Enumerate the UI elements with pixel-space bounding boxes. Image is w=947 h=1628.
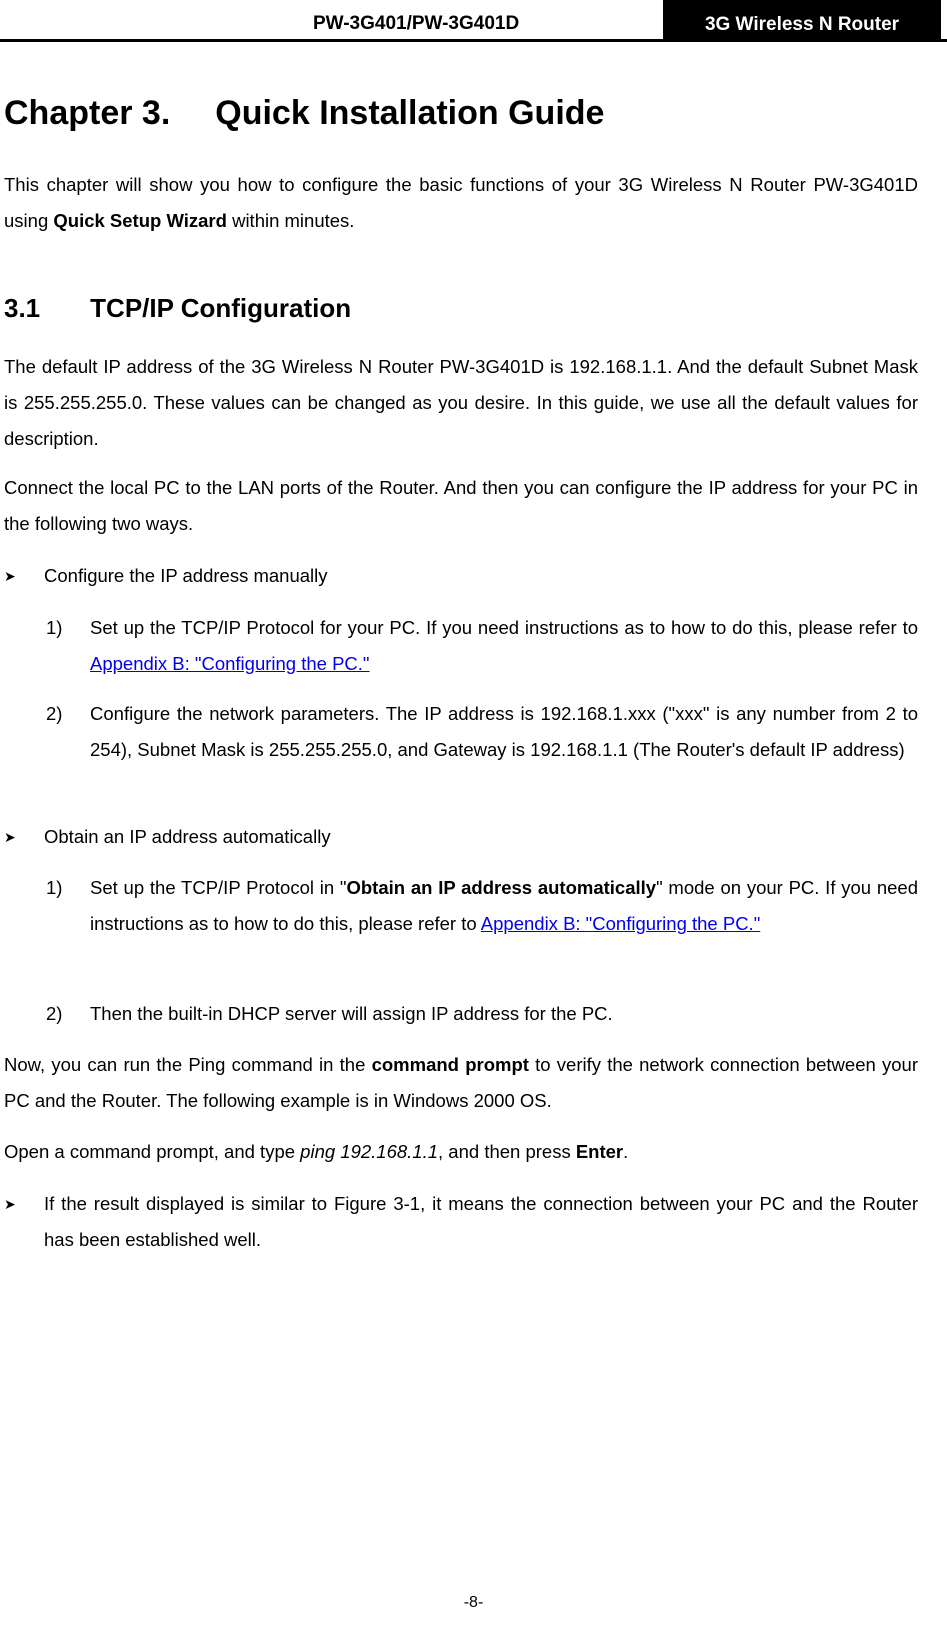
page-number: -8- bbox=[463, 1594, 484, 1611]
section-title bbox=[4, 293, 351, 324]
bullet-auto-text: Obtain an IP address automatically bbox=[44, 826, 331, 847]
intro-text-end: within minutes. bbox=[226, 210, 355, 231]
arrowhead-bullet-icon: ➤ bbox=[4, 1196, 16, 1212]
default-address-paragraph: The default IP address of the 3G Wireless N Router PW-3G401D is 192.168.1.1. And the default Subnet Mask is 255.255.255.0. These values can be changed as you desire. In this guide, we use all the default values for description. bbox=[4, 356, 918, 449]
ping-bold: command prompt bbox=[371, 1054, 529, 1075]
arrowhead-bullet-icon: ➤ bbox=[4, 829, 16, 845]
open-text-end: . bbox=[623, 1141, 629, 1162]
open-text: Open a command prompt, and type bbox=[4, 1141, 301, 1162]
chapter-number: Chapter 3. bbox=[4, 94, 171, 132]
ping-text-end: to verify the network connection between your PC and the Router. The following example is in Windows 2000 OS. bbox=[4, 1054, 918, 1111]
ping-text: Now, you can run the Ping command in the bbox=[4, 1054, 372, 1075]
intro-paragraph bbox=[4, 167, 918, 239]
step-text-body: Set up the TCP/IP Protocol for your PC. If you need instructions as to how to do this, please refer to bbox=[90, 617, 918, 638]
intro-text: This chapter will show you how to configure the basic functions of your 3G Wireless N Router PW-3G401D using bbox=[4, 174, 918, 231]
section-name: TCP/IP Configuration bbox=[90, 293, 352, 323]
step-text bbox=[90, 870, 918, 942]
step-number: 2) bbox=[46, 1003, 63, 1024]
header-product-tab: 3G Wireless N Router bbox=[663, 0, 941, 41]
connect-paragraph: Connect the local PC to the LAN ports of the Router. And then you can configure the IP address for your PC in the following two ways. bbox=[4, 477, 918, 534]
step-text: Configure the network parameters. The IP address is 192.168.1.xxx ("xxx" is any number from 2 to 254), Subnet Mask is 255.255.255.0, and Gateway is 192.168.1.1 (The Router's default IP address) bbox=[90, 703, 918, 760]
step-text: Then the built-in DHCP server will assign IP address for the PC. bbox=[90, 1003, 613, 1024]
step-text-bold: Obtain an IP address automatically bbox=[346, 877, 657, 898]
step-number: 1) bbox=[46, 617, 63, 638]
enter-key: Enter bbox=[575, 1141, 624, 1162]
header-rule bbox=[0, 39, 947, 42]
header-model: PW-3G401/PW-3G401D bbox=[313, 13, 520, 34]
section-number: 3.1 bbox=[4, 293, 41, 323]
ping-paragraph bbox=[4, 1047, 918, 1119]
ping-command: ping 192.168.1.1 bbox=[300, 1141, 439, 1162]
page-header bbox=[0, 0, 947, 42]
open-prompt-paragraph bbox=[4, 1134, 918, 1170]
step-number: 2) bbox=[46, 703, 63, 724]
step-number: 1) bbox=[46, 877, 63, 898]
bullet-result-text: If the result displayed is similar to Figure 3-1, it means the connection between your PC and the Router has been established well. bbox=[44, 1193, 918, 1250]
step-text-before: Set up the TCP/IP Protocol in " bbox=[90, 877, 347, 898]
appendix-b-link[interactable]: Appendix B: "Configuring the PC." bbox=[90, 653, 370, 674]
open-text-mid: , and then press bbox=[438, 1141, 576, 1162]
step-text bbox=[90, 610, 918, 682]
bullet-manual-text: Configure the IP address manually bbox=[44, 565, 328, 586]
chapter-title bbox=[4, 94, 604, 133]
appendix-b-link[interactable]: Appendix B: "Configuring the PC." bbox=[480, 913, 761, 934]
intro-bold: Quick Setup Wizard bbox=[53, 210, 227, 231]
arrowhead-bullet-icon: ➤ bbox=[4, 568, 16, 584]
chapter-name: Quick Installation Guide bbox=[215, 94, 605, 132]
step-text-after: " mode on your PC. If you need instructions as to how to do this, please refer to bbox=[90, 877, 918, 934]
